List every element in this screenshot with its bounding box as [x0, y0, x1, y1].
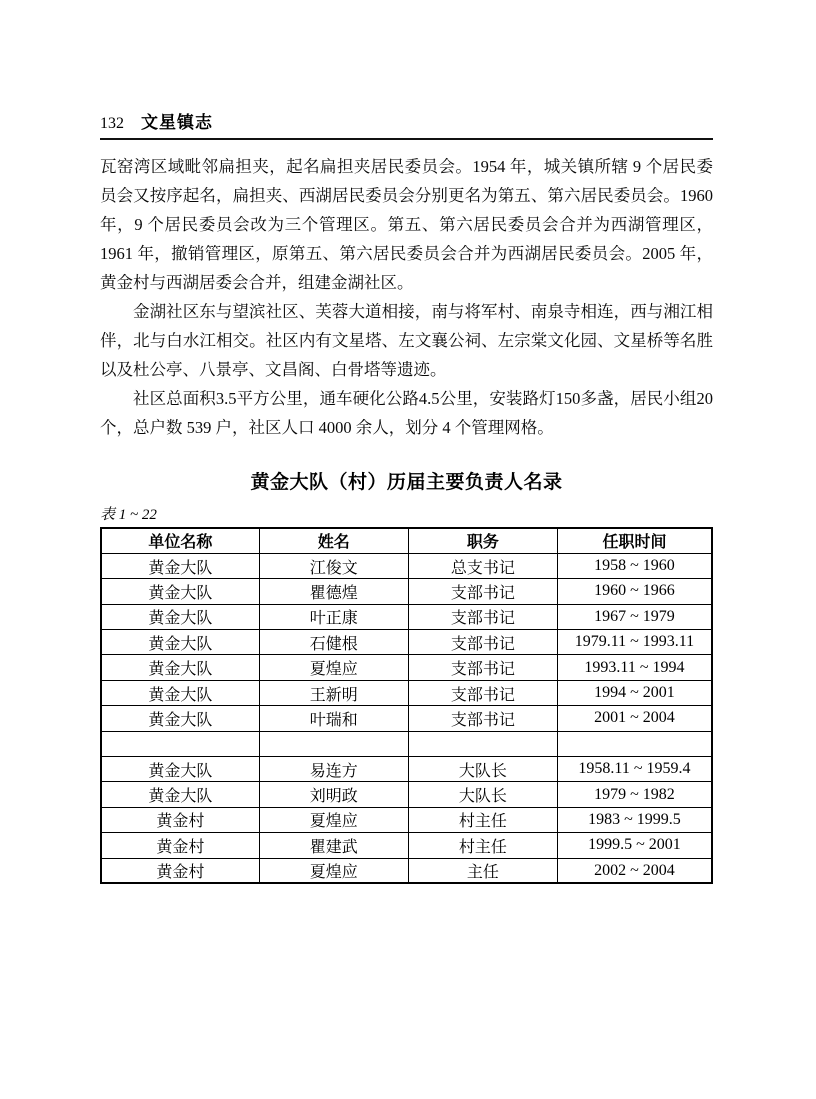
- table-cell: 夏煌应: [259, 858, 408, 883]
- table-cell: 夏煌应: [259, 807, 408, 832]
- table-row: [101, 604, 712, 629]
- paragraph-2: 金湖社区东与望滨社区、芙蓉大道相接，南与将军村、南泉寺相连，西与湘江相伴，北与白水江相交。社区内有文星塔、左文襄公祠、左宗棠文化园、文星桥等名胜以及杜公亭、八景亭、文昌阁、白骨塔等遗迹。: [100, 302, 713, 379]
- table-cell: 支部书记: [408, 680, 557, 705]
- table-cell: 支部书记: [408, 706, 557, 731]
- table-cell: 1993.11 ~ 1994: [557, 655, 712, 680]
- people-table-body: [101, 553, 712, 883]
- table-cell: 黄金大队: [101, 553, 259, 578]
- table-cell: 黄金大队: [101, 655, 259, 680]
- table-cell: 主任: [408, 858, 557, 883]
- column-header-name: 姓名: [259, 528, 408, 553]
- table-cell: 支部书记: [408, 655, 557, 680]
- table-row: [101, 655, 712, 680]
- table-cell: 1967 ~ 1979: [557, 604, 712, 629]
- table-cell: 2001 ~ 2004: [557, 706, 712, 731]
- table-row: [101, 553, 712, 578]
- table-header-row: [101, 528, 712, 553]
- table-row: [101, 807, 712, 832]
- table-cell: 1994 ~ 2001: [557, 680, 712, 705]
- table-cell: 1960 ~ 1966: [557, 579, 712, 604]
- book-title: 文星镇志: [141, 113, 213, 132]
- table-cell: 王新明: [259, 680, 408, 705]
- table-row: [101, 630, 712, 655]
- table-row: [101, 782, 712, 807]
- table-cell: 叶瑞和: [259, 706, 408, 731]
- table-cell: 大队长: [408, 757, 557, 782]
- table-cell: 黄金大队: [101, 630, 259, 655]
- page-content: [100, 0, 713, 884]
- table-cell: 黄金村: [101, 807, 259, 832]
- table-cell: 1979.11 ~ 1993.11: [557, 630, 712, 655]
- column-header-unit: 单位名称: [101, 528, 259, 553]
- table-cell: 黄金村: [101, 833, 259, 858]
- table-row: [101, 706, 712, 731]
- table-cell: [101, 731, 259, 756]
- table-cell: 叶正康: [259, 604, 408, 629]
- table-row: [101, 757, 712, 782]
- table-cell: 黄金大队: [101, 757, 259, 782]
- table-cell: 大队长: [408, 782, 557, 807]
- body-text: [100, 152, 713, 442]
- table-cell: [408, 731, 557, 756]
- paragraph-3: 社区总面积3.5平方公里，通车硬化公路4.5公里，安装路灯150多盏，居民小组20个，总户数 539 户，社区人口 4000 余人，划分 4 个管理网格。: [100, 389, 713, 437]
- table-cell: 黄金大队: [101, 604, 259, 629]
- table-cell: 瞿德煌: [259, 579, 408, 604]
- table-row: [101, 680, 712, 705]
- table-cell: 江俊文: [259, 553, 408, 578]
- table-cell: 1958 ~ 1960: [557, 553, 712, 578]
- table-cell: 黄金大队: [101, 579, 259, 604]
- table-cell: 村主任: [408, 807, 557, 832]
- table-cell: 1958.11 ~ 1959.4: [557, 757, 712, 782]
- table-cell: 支部书记: [408, 604, 557, 629]
- table-row: [101, 833, 712, 858]
- table-cell: 夏煌应: [259, 655, 408, 680]
- table-cell: 瞿建武: [259, 833, 408, 858]
- table-cell: 黄金村: [101, 858, 259, 883]
- page-header: [100, 108, 713, 140]
- table-row: [101, 579, 712, 604]
- paragraph-1: 瓦窑湾区域毗邻扁担夹，起名扁担夹居民委员会。1954 年，城关镇所辖 9 个居民委员会又按序起名，扁担夹、西湖居民委员会分别更名为第五、第六居民委员会。1960 年，9 个居民委员会改为三个管理区。第五、第六居民委员会合并为西湖管理区，1961 年，撤销管理区，原第五、第六居民委员会合并为西湖居民委员会。2005 年，黄金村与西湖居委会合并，组建金湖社区。: [100, 157, 713, 292]
- table-cell: 2002 ~ 2004: [557, 858, 712, 883]
- table-title: 黄金大队（村）历届主要负责人名录: [250, 472, 563, 493]
- table-label: 表 1 ~ 22: [100, 507, 157, 523]
- table-cell: 支部书记: [408, 579, 557, 604]
- table-cell: 易连方: [259, 757, 408, 782]
- table-cell: 黄金大队: [101, 680, 259, 705]
- table-row: [101, 731, 712, 756]
- table-cell: 1979 ~ 1982: [557, 782, 712, 807]
- table-cell: 村主任: [408, 833, 557, 858]
- table-cell: 总支书记: [408, 553, 557, 578]
- table-cell: 1983 ~ 1999.5: [557, 807, 712, 832]
- table-cell: 1999.5 ~ 2001: [557, 833, 712, 858]
- column-header-position: 职务: [408, 528, 557, 553]
- table-cell: 刘明政: [259, 782, 408, 807]
- table-cell: 黄金大队: [101, 706, 259, 731]
- table-cell: [259, 731, 408, 756]
- table-cell: [557, 731, 712, 756]
- people-table: [100, 527, 713, 884]
- table-cell: 黄金大队: [101, 782, 259, 807]
- table-cell: 石健根: [259, 630, 408, 655]
- table-row: [101, 858, 712, 883]
- table-cell: 支部书记: [408, 630, 557, 655]
- column-header-tenure: 任职时间: [557, 528, 712, 553]
- page-number: 132: [100, 115, 124, 132]
